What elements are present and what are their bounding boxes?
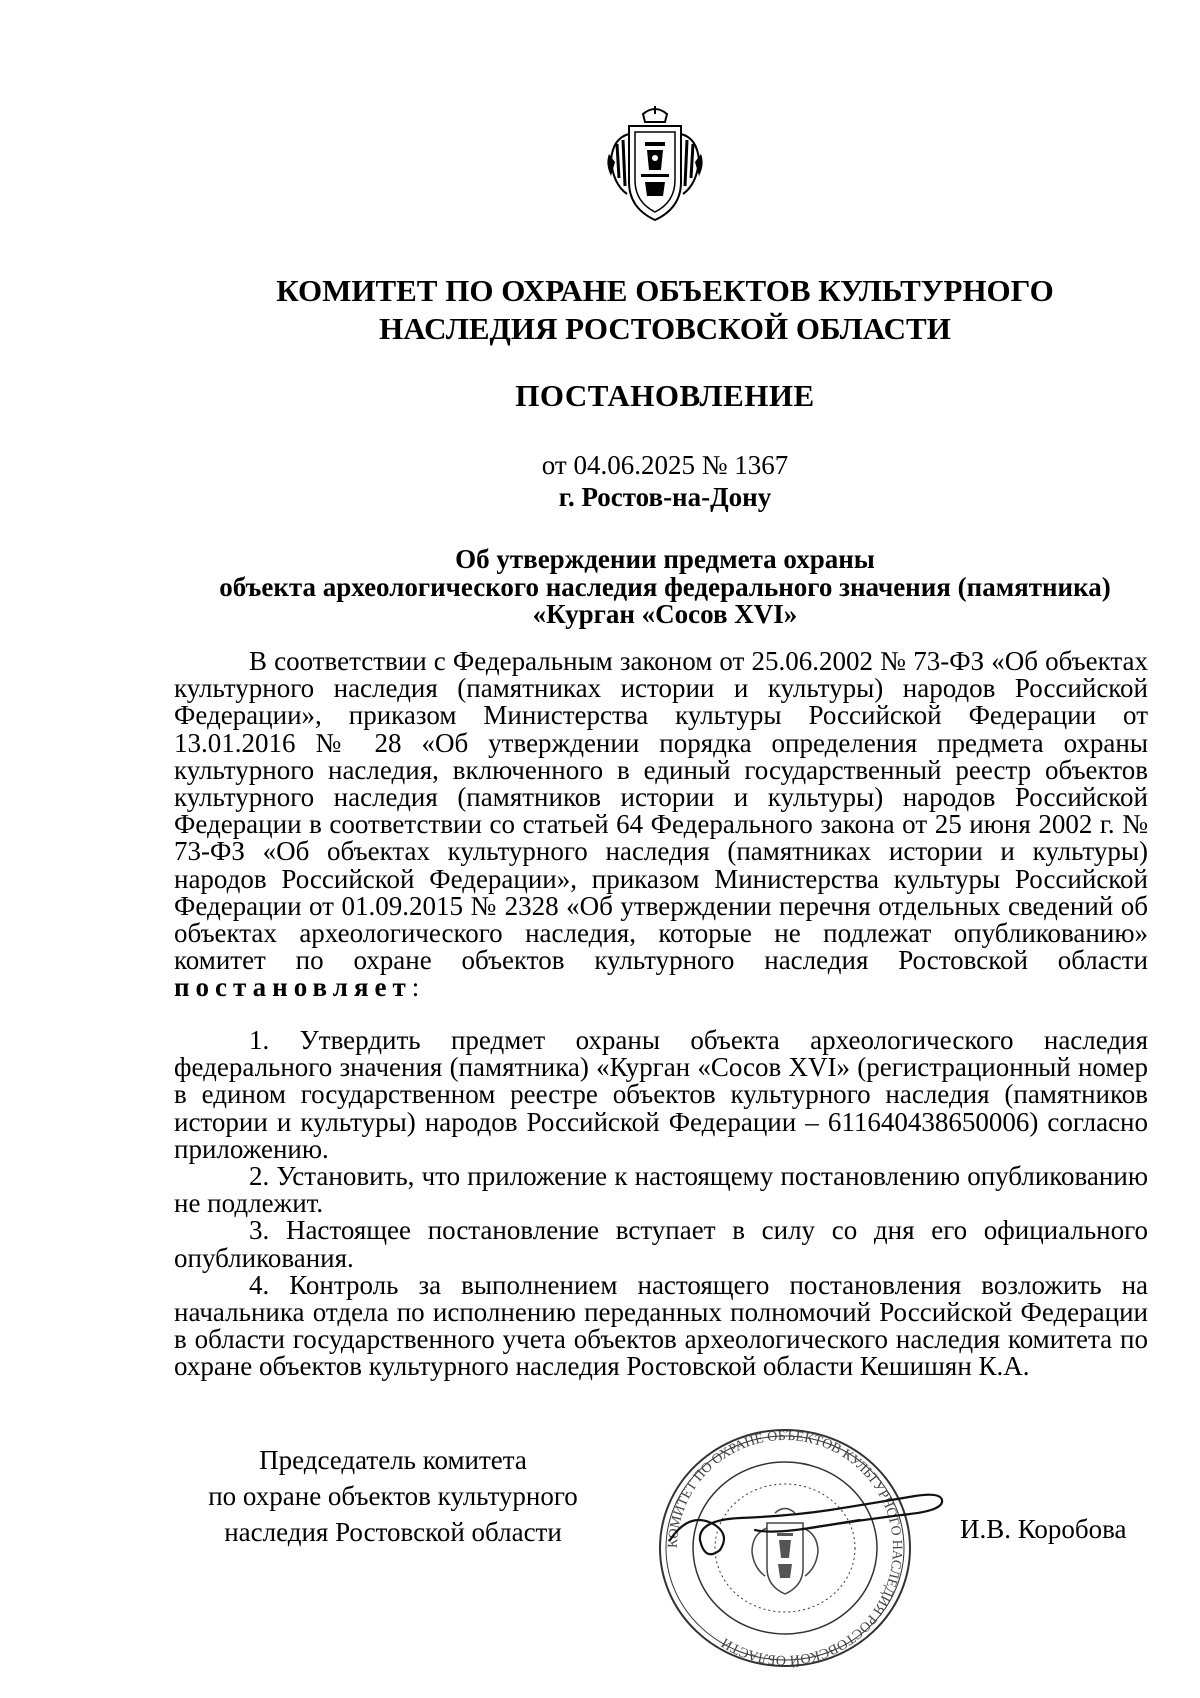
- resolution-item: 4. Контроль за выполнением настоящего постановления возложить на начальника отдела по исполнению переданных полномочий Российской Федерации в области государственного учета объектов археологического наследия комитета по охране объектов культурного наследия Ростовской области Кешишян К.А.: [174, 1269, 1148, 1382]
- resolution-items: [174, 1027, 1148, 1381]
- handwritten-signature-icon: [660, 1470, 960, 1570]
- organization-name-line1: КОМИТЕТ ПО ОХРАНЕ ОБЪЕКТОВ КУЛЬТУРНОГО: [276, 273, 1054, 308]
- rostov-oblast-coat-of-arms-icon: [605, 104, 705, 226]
- subject-line3: «Курган «Сосов XVI»: [532, 599, 798, 629]
- organization-name-line2: НАСЛЕДИЯ РОСТОВСКОЙ ОБЛАСТИ: [379, 311, 951, 346]
- signatory-title-line1: Председатель комитета: [259, 1445, 527, 1475]
- preamble-paragraph: [174, 648, 1148, 1002]
- seal-text: КОМИТЕТ ПО ОХРАНЕ ОБЪЕКТОВ КУЛЬТУРНОГО НАСЛЕДИЯ РОСТОВСКОЙ ОБЛАСТИ: [665, 1428, 905, 1668]
- subject-line1: Об утверждении предмета охраны: [455, 544, 875, 574]
- document-date-number: от 04.06.2025 № 1367: [541, 450, 789, 480]
- resolution-item: 2. Установить, что приложение к настоящему постановлению опубликованию не подлежит.: [174, 1161, 1148, 1219]
- signatory-title-line2: по охране объектов культурного: [208, 1481, 578, 1511]
- resolution-item: 1. Утвердить предмет охраны объекта археологического наследия федерального значения (памятника) «Курган «Сосов XVI» (регистрационный номер в едином государственном реестре объектов культурного наследия (памятников истории и культуры) народов Российской Федерации – 611640438650006) согласно приложению.: [174, 1025, 1148, 1164]
- signatory-title-line3: наследия Ростовской области: [224, 1517, 562, 1547]
- resolution-item: 3. Настоящее постановление вступает в силу со дня его официального опубликования.: [174, 1215, 1148, 1273]
- document-city: г. Ростов-на-Дону: [558, 482, 772, 512]
- subject-line2: объекта археологического наследия федерального значения (памятника): [219, 572, 1111, 602]
- signatory-name: И.В. Коробова: [960, 1514, 1127, 1544]
- document-type: ПОСТАНОВЛЕНИЕ: [515, 378, 815, 413]
- preamble-verb: постановляет: [174, 972, 412, 1003]
- preamble-text: В соответствии с Федеральным законом от 25.06.2002 № 73-ФЗ «Об объектах культурного наследия (памятниках истории и культуры) народов Российской Федерации», приказом Министерства культуры Российской Федерации от 13.01.2016 № 28 «Об утверждении порядка определения предмета охраны культурного наследия, включенного в единый государственный реестр объектов культурного наследия (памятников истории и культуры) народов Российской Федерации в соответствии со статьей 64 Федерального закона от 25 июня 2002 г. № 73-ФЗ «Об объектах культурного наследия (памятниках истории и культуры) народов Российской Федерации», приказом Министерства культуры Российской Федерации от 01.09.2015 № 2328 «Об утверждении перечня отдельных сведений об объектах археологического наследия, которые не подлежат опубликованию» комитет по охране объектов культурного наследия Ростовской области: [174, 646, 1148, 976]
- preamble-end: :: [411, 972, 420, 1003]
